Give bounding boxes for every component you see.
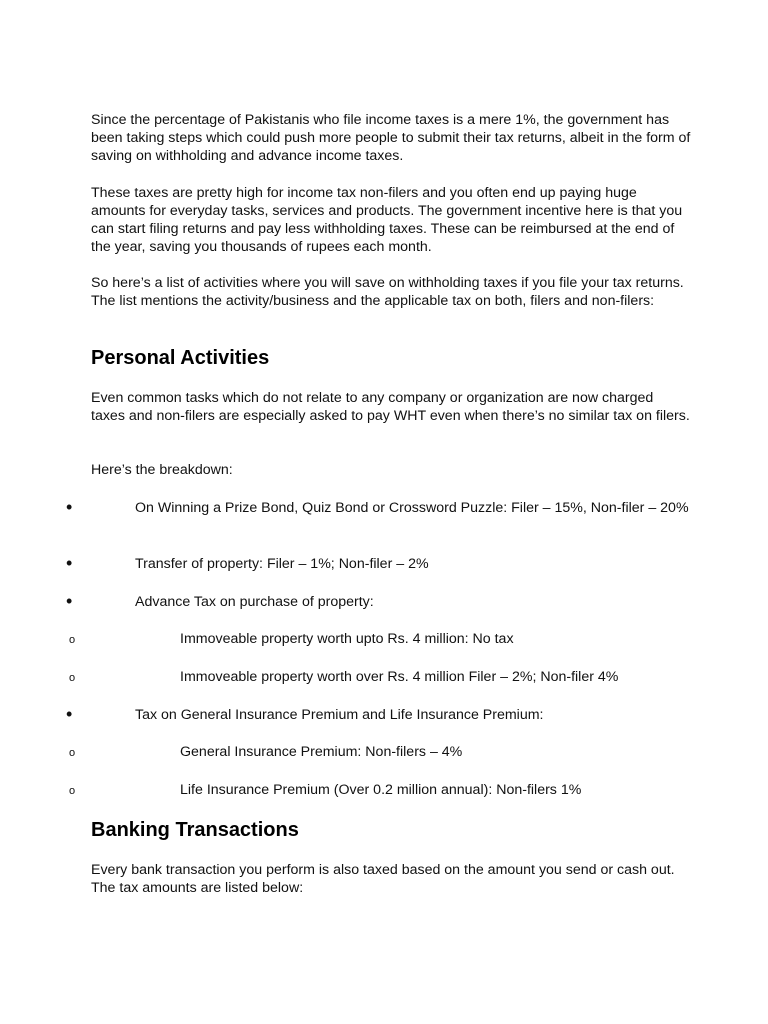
list-item-text: Immoveable property worth upto Rs. 4 million: No tax (180, 631, 514, 647)
personal-paragraph-1: Even common tasks which do not relate to any company or organization are now charged taxes and non-filers are especially asked to pay WHT even when there’s no similar tax on filers. (91, 390, 690, 424)
circle-bullet-icon: o (69, 672, 76, 684)
list-item-text: Tax on General Insurance Premium and Life Insurance Premium: (135, 707, 544, 723)
list-item-text: Life Insurance Premium (Over 0.2 million annual): Non-filers 1% (180, 782, 582, 798)
bullet-icon: • (66, 497, 73, 517)
bullet-icon: • (66, 704, 73, 724)
circle-bullet-icon: o (69, 747, 76, 759)
list-item-text: Immoveable property worth over Rs. 4 million Filer – 2%; Non-filer 4% (180, 669, 619, 685)
section-heading-banking-transactions: Banking Transactions (91, 819, 299, 841)
list-item-text: On Winning a Prize Bond, Quiz Bond or Crossword Puzzle: Filer – 15%, Non-filer – 20% (135, 500, 689, 516)
intro-paragraph-3: So here’s a list of activities where you will save on withholding taxes if you file your tax returns. The list mentions the activity/business and the applicable tax on both, filers and non-filers: (91, 275, 684, 309)
banking-paragraph-1: Every bank transaction you perform is also taxed based on the amount you send or cash out. The tax amounts are listed below: (91, 862, 675, 896)
circle-bullet-icon: o (69, 634, 76, 646)
intro-paragraph-2: These taxes are pretty high for income tax non-filers and you often end up paying huge amounts for everyday tasks, services and products. The government incentive here is that you can start filing returns and pay less withholding taxes. These can be reimbursed at the end of the year, saving you thousands of rupees each month. (91, 185, 683, 255)
personal-paragraph-2: Here’s the breakdown: (91, 462, 233, 478)
list-item-text: Transfer of property: Filer – 1%; Non-filer – 2% (135, 556, 429, 572)
list-item-text: General Insurance Premium: Non-filers – 4% (180, 744, 463, 760)
bullet-icon: • (66, 591, 73, 611)
list-item-text: Advance Tax on purchase of property: (135, 594, 374, 610)
section-heading-personal-activities: Personal Activities (91, 347, 270, 369)
intro-paragraph-1: Since the percentage of Pakistanis who file income taxes is a mere 1%, the government has been taking steps which could push more people to submit their tax returns, albeit in the form of saving on withholding and advance income taxes. (91, 112, 691, 164)
circle-bullet-icon: o (69, 785, 76, 797)
bullet-icon: • (66, 553, 73, 573)
